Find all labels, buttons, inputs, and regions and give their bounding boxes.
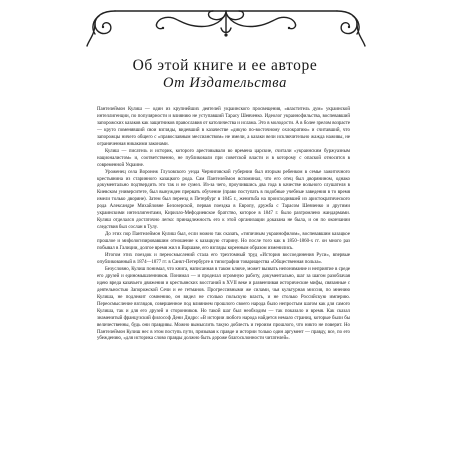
paragraph: Кулиш — писатель и историк, которого арестовывали во времена царские, считали «украинским буржуазным националистом» и, соответственно, не публиковали при советской власти и в которому с опаской относятся в современной Украине. (97, 148, 350, 168)
paragraph: Безусловно, Кулиш понимал, что книга, написанная в таком ключе, может вызвать непонимание и неприятие в среде его друзей и единомышленников. Понимал — и проделал огромную работу, документально, шаг за шагом разоблачая идею вреда казачьего движения и крестьянских восстаний в XVII веке и развенчивая исторические мифы, связанные с деятельностью Запорожской Сечи и ее гетманов. Прогрессивными же силами, чья культурная миссия, по мнению Кулиша, не подлежит сомнению, он видел не столько польскую власть, и не столько Российскую империю. Переосмысление взглядов, совершенное под влиянием прошлого своего народа было непростым шагом как для самого Кулиша, так и для его друзей и сторонников. Но такой шаг был необходим — так показало и время. Как сказал знаменитый французский философ Дени Дидро: «В истории любого народа найдется немало страниц, которые были бы величественны, будь они правдивы. Можно вымыслить такую доблесть и героизм прошлого, что никто не поверит. Но Пантелеймон Кулиш нес в этом поступь пути, призывая к правде и истории только один аргумент — правду, все, по его убеждению, «для историка слово правды должно быть дороже благосклонности читателей». (97, 266, 350, 342)
paragraph: Итогом этих поездок и переосмыслений стала его трехтомный труд «История воссоединения Руси», впервые опубликованный в 1874—1877 гг. в Санкт-Петербурге в типографии товарищества «Общественная польза». (97, 253, 350, 265)
chapter-title: Об этой книге и ее авторе (132, 57, 318, 74)
paragraph: Уроженец села Воронеж Глуховского уезда Черниговской губернии был вторым ребенком в семье зажиточного крестьянина из старинного казацкого рода. Сам Пантелеймон вспоминал, что его отец был дворянином, однако документально подтвердить это так и не сумел. Из-за чего, проучившись два года в качестве вольного слушателя в Киевском университете, был вынужден прервать обучение (право поступать в подобные учебные заведения в то время имели только дворяне). Затем был переезд в Петербург в 1845 г., женитьба на происходившей из аристократического рода Александре Михайловне Белозерской, первая поездка в Европу, дружба с Тарасом Шевченко и другими украинскими интеллигентами, Кирилло-Мефодиевское братство, которое в 1847 г. было разгромлено жандармами. Кулиш отделался достаточно легко: принадлежность его к этой организации доказана не была, и он по окончании следствия был сослан в Тулу. (97, 169, 350, 231)
paragraph: До этих пор Пантелеймон Кулиш был, если можно так сказать, «типичным украинофилом», воспевавшим казацкое прошлое и мифологизировавшим отношение к казацкую старину. Но после того как в 1850–1860-х гг. он много раз побывал в Галиции, долгое время жил в Варшаве, его взгляды коренным образом изменились. (97, 232, 350, 252)
article-body (97, 107, 350, 343)
decorative-header-ornament (85, 4, 367, 48)
paragraph: Пантелеймон Кулиш — один из крупнейших деятелей украинского просвещения, «властитель дум» украинской интеллигенции, по популярности и влиянию не уступавший Тарасу Шевченко. Идеолог украинофильства, воспевавший запорожских казаков как защитников православия от католичества и ислама. Это в молодости. А в более зрелом возрасте — круто поменявший свои взгляды, видевший в казачестве «дикую по-восточному охлократию» и считавший, что запорожцы ничего общего с «православным мессианством» не имели, а казаки вели исключительно жажда наживы, не ограниченная никакими законами. (97, 107, 350, 147)
chapter-subtitle: От Издательства (163, 75, 287, 91)
